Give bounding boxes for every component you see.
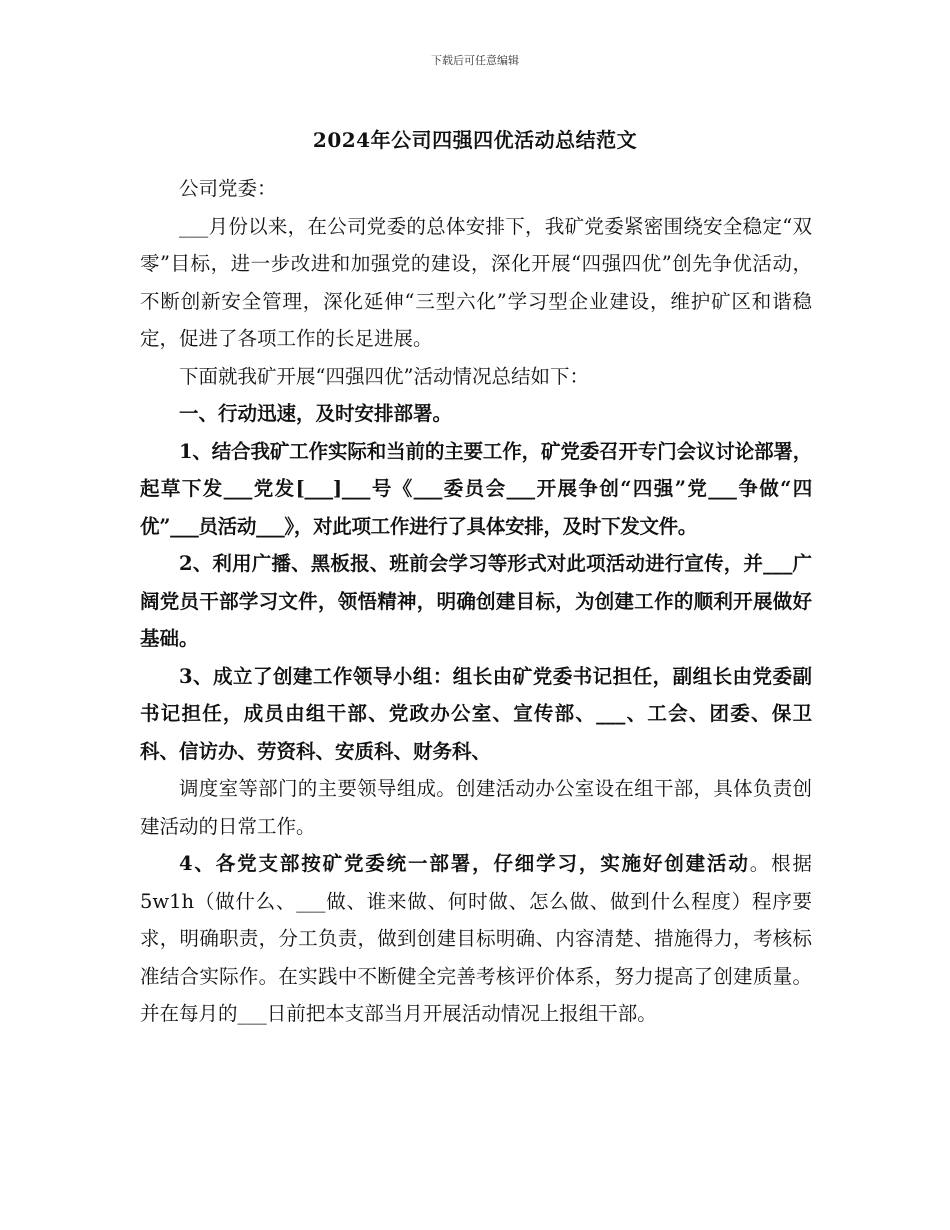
paragraph-item-2: 2、利用广播、黑板报、班前会学习等形式对此项活动进行宣传，并___广阔党员干部学习文件，领悟精神，明确创建目标，为创建工作的顺利开展做好基础。	[140, 552, 812, 650]
paragraph-item-4-body: 。根据5w1h（做什么、___做、谁来做、何时做、怎么做、做到什么程度）程序要求，明确职责，分工负责，做到创建目标明确、内容清楚、措施得力，考核标准结合实际作。在实践中不断健全完善考核评价体系，努力提高了创建质量。并在每月的___日前把本支部当月开展活动情况上报组干部。	[140, 852, 812, 1025]
document-body	[140, 170, 812, 1033]
header-note: 下载后可任意编辑	[431, 54, 519, 67]
salutation: 公司党委：	[179, 177, 277, 200]
paragraph-item-3-continued: 调度室等部门的主要领导组成。创建活动办公室设在组干部，具体负责创建活动的日常工作。	[140, 777, 812, 838]
paragraph-item-1: 1、结合我矿工作实际和当前的主要工作，矿党委召开专门会议讨论部署，起草下发___党发[___]___号《___委员会___开展争创“四强”党___争做“四优”___员活动___》，对此项工作进行了具体安排，及时下发文件。	[140, 439, 812, 538]
paragraph-item-4-lead: 4、各党支部按矿党委统一部署，仔细学习，实施好创建活动	[179, 852, 750, 875]
paragraph-intro: ___月份以来，在公司党委的总体安排下，我矿党委紧密围绕安全稳定“双零”目标，进一步改进和加强党的建设，深化开展“四强四优”创先争优活动，不断创新安全管理，深化延伸“三型六化”学习型企业建设，维护矿区和谐稳定，促进了各项工作的长足进展。	[140, 214, 812, 350]
section-heading-1: 一、行动迅速，及时安排部署。	[179, 402, 453, 425]
paragraph-item-3: 3、成立了创建工作领导小组：组长由矿党委书记担任，副组长由党委副书记担任，成员由组干部、党政办公室、宣传部、___、工会、团委、保卫科、信访办、劳资科、安质科、财务科、	[140, 664, 812, 763]
paragraph-item-4	[140, 845, 812, 1033]
document-title: 2024年公司四强四优活动总结范文	[312, 128, 638, 152]
paragraph-summary-lead: 下面就我矿开展“四强四优”活动情况总结如下：	[179, 364, 589, 388]
